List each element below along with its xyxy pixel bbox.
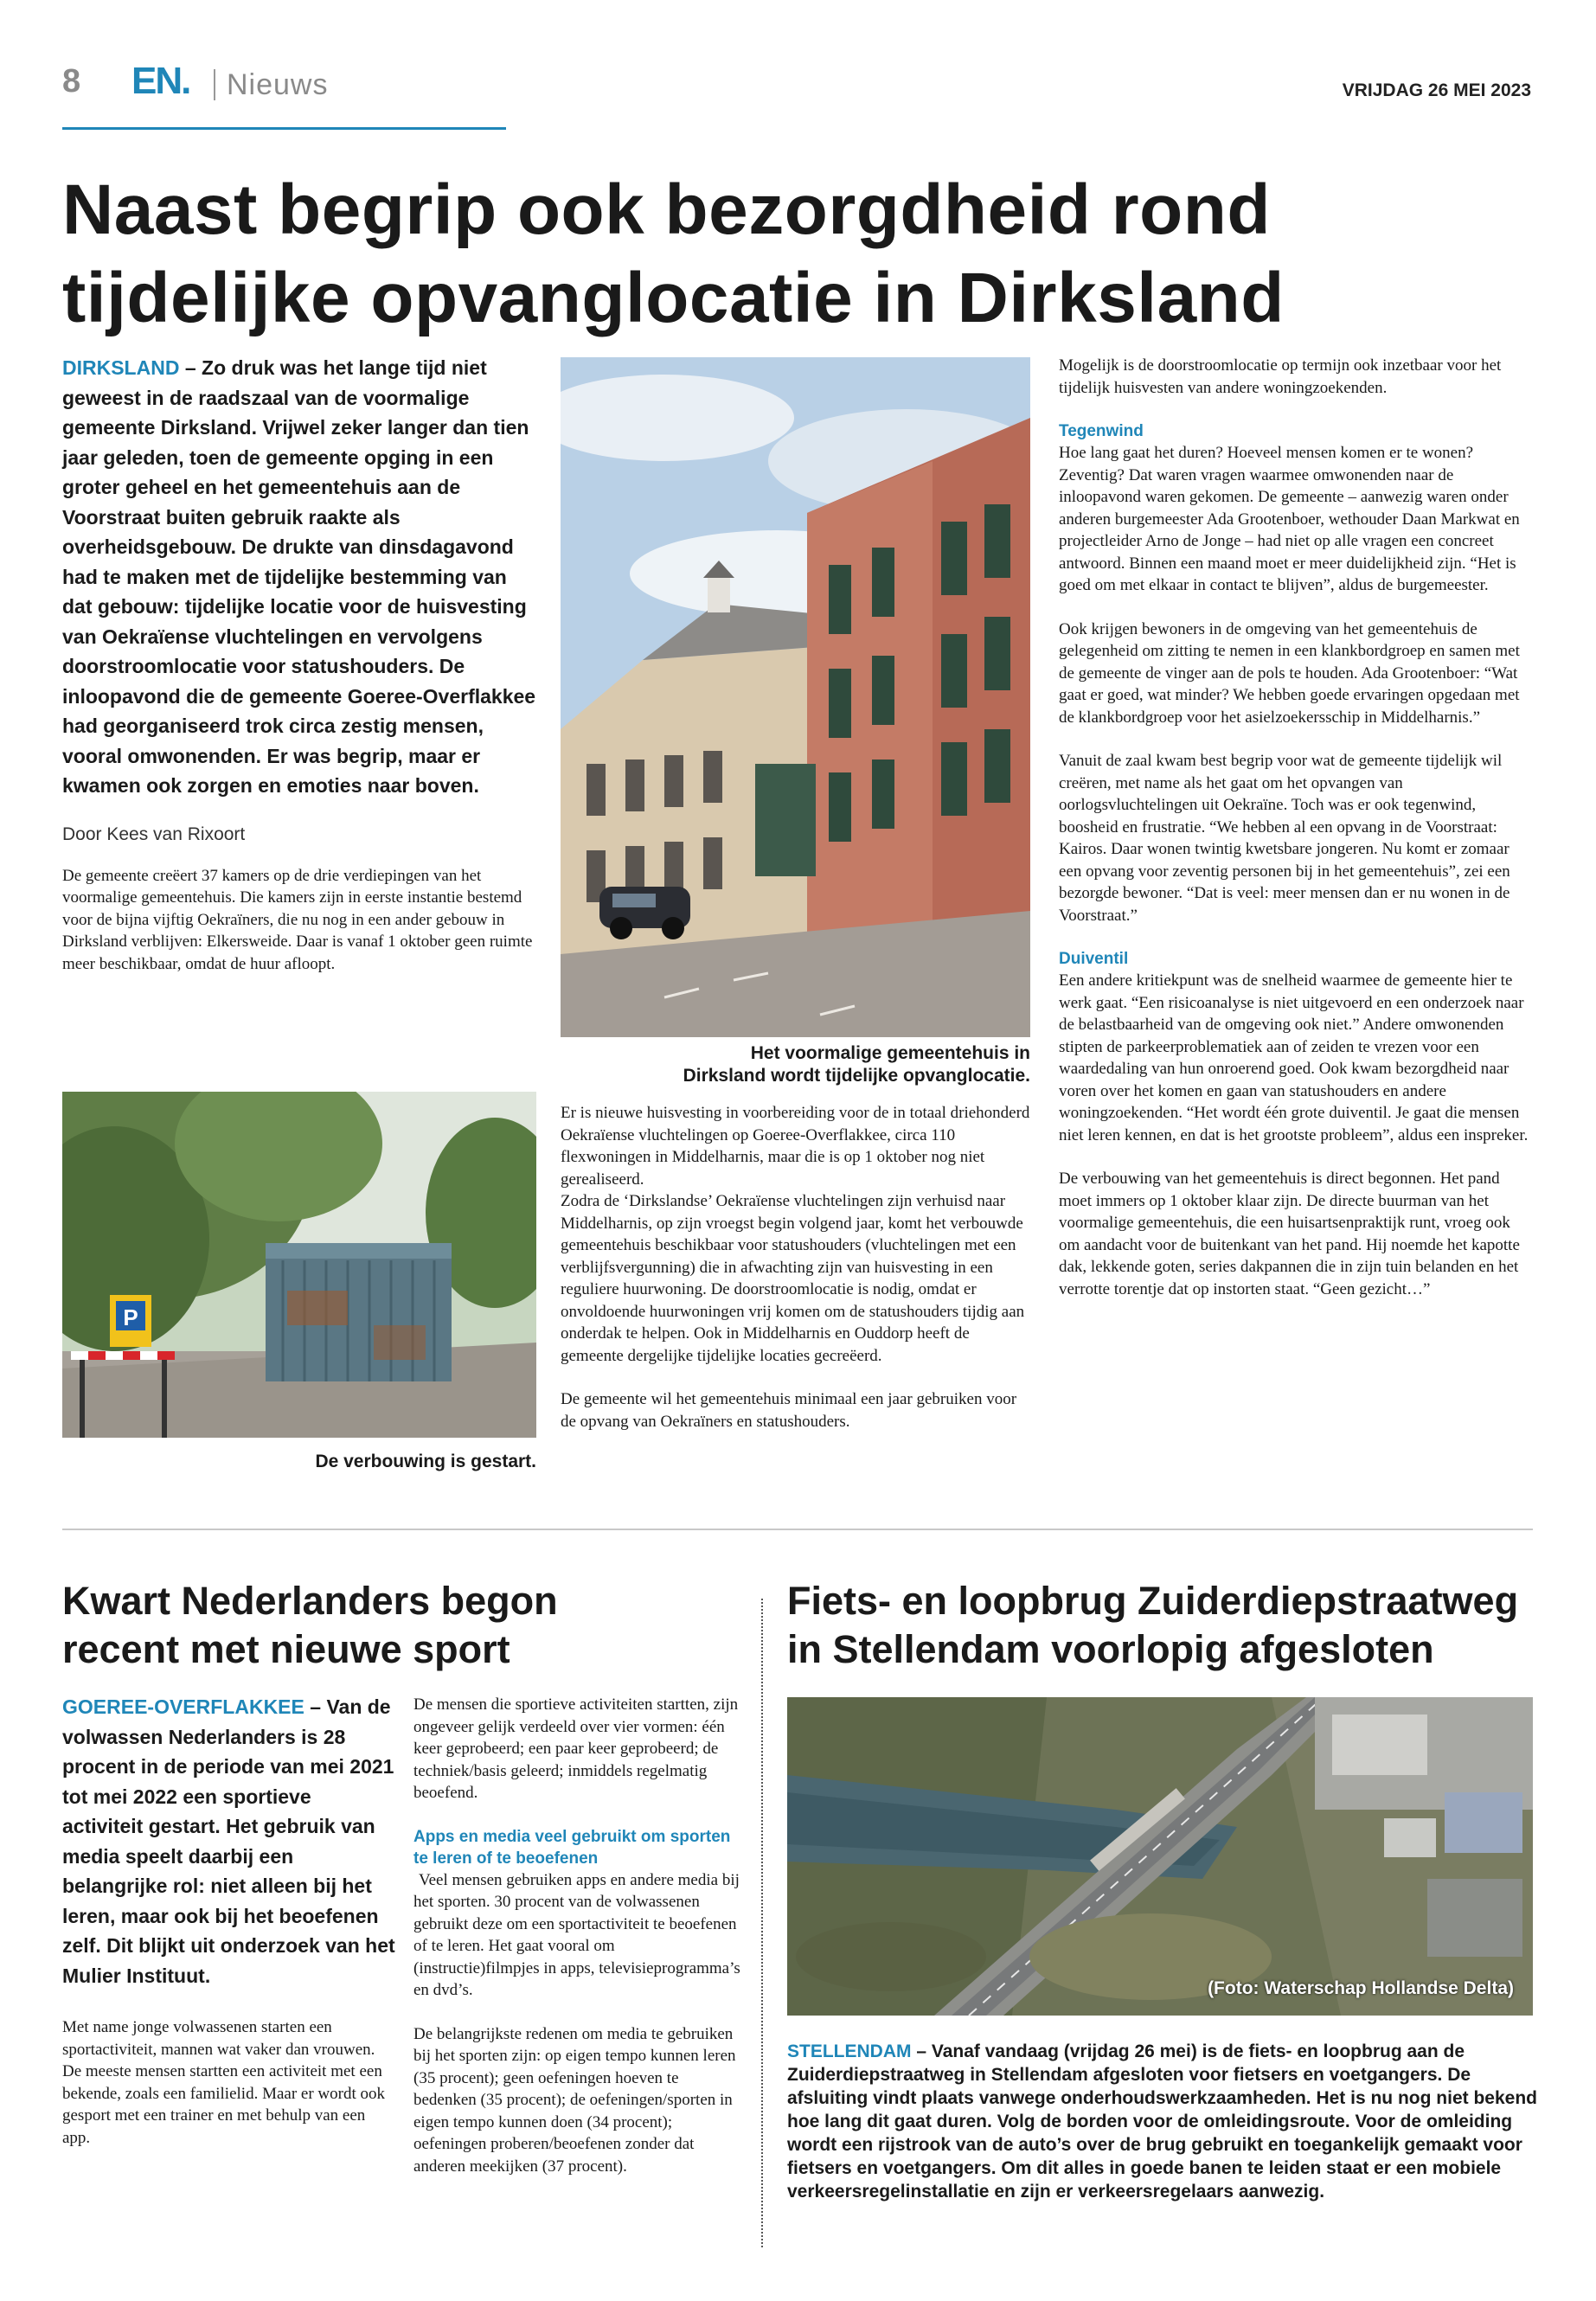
main-col3-p4: Vanuit de zaal kwam best begrip voor wat de gemeente tijdelijk wil creëren, met name als het gaat om het opvangen van oorlogsvluchtelingen uit Oekraïne. Toch was er ook tegenwind, boosheid en frustratie. “We hebben al een opvang in de Voorstraat: Kairos. Daar wonen twintig kwetsbare jongeren. Nu komt er zomaar een opvang voor zeventig personen bij in het gemeentehuis”, zei een bezorgde bewoner. “Dat is veel: meer mensen dan er nu wonen in de Voorstraat.”: [1059, 752, 1510, 925]
bridge-dateline: STELLENDAM: [787, 2041, 912, 2061]
bridge-headline: [787, 1577, 1540, 1674]
photo-town-hall-caption-line1: Het voormalige gemeentehuis in: [750, 1043, 1030, 1063]
header-divider: [214, 69, 215, 100]
byline: Door Kees van Rixoort: [62, 824, 246, 844]
bridge-headline-line1: Fiets- en loopbrug Zuiderdiepstraatweg: [787, 1579, 1519, 1623]
header-rule: [62, 127, 506, 130]
lead-dash: –: [916, 2041, 932, 2061]
main-column-2: [561, 1102, 1035, 1454]
bridge-lead: [787, 2040, 1540, 2203]
lead-dash: –: [310, 1695, 327, 1718]
main-headline-line1: Naast begrip ook bezorgdheid rond: [62, 170, 1271, 249]
main-headline: [62, 166, 1533, 343]
main-col1-body: De gemeente creëert 37 kamers op de drie verdiepingen van het voormalige gemeentehuis. Die kamers zijn in eerste instantie bestemd voor de bijna vijftig Oekraïners, die nu nog in een ander gebouw in Dirksland verblijven: Elkersweide. Daar is vanaf 1 oktober geen ruimte meer beschikbaar, omdat de huur afloopt.: [62, 866, 533, 973]
main-lead-text: Zo druk was het lange tijd niet geweest in de raadszaal van de voormalige gemeente Dirksland. Vrijwel zeker langer dan tien jaar geleden, toen de gemeente opging in een groter geheel en het gemeentehuis aan de Voorstraat buiten gebruik raakte als overheidsgebouw. De drukte van dinsdagavond had te maken met de tijdelijke bestemming van dat gebouw: tijdelijke locatie voor de huisvesting van Oekraïense vluchtelingen en vervolgens doorstroomlocatie voor statushouders. De inloopavond die de gemeente Goeree-Overflakkee had georganiseerd trok circa zestig mensen, vooral omwonenden. Er was begrip, maar er kwamen ook zorgen en emoties naar boven.: [62, 356, 536, 797]
main-col2-p2: Zodra de ‘Dirkslandse’ Oekraïense vluchtelingen zijn verhuisd naar Middelharnis, op zijn vroegst begin volgend jaar, komt het verbouwde gemeentehuis beschikbaar voor statushouders (vluchtelingen met een verblijfsvergunning) die in afwachting zijn van huisvesting in een reguliere huurwoning. De doorstroomlocatie is nodig, omdat er onvoldoende huurwoningen vrij komen om de statushouders tijdig aan onderdak te helpen. Ook in Middelharnis en Ouddorp heeft de gemeente dergelijke tijdelijke locaties gecreëerd.: [561, 1192, 1025, 1365]
photo-credit: (Foto: Waterschap Hollandse Delta): [1208, 1978, 1514, 1998]
sport-col2-p2: Veel mensen gebruiken apps en andere media bij het sporten. 30 procent van de volwassenen gebruikt deze om een sportactiviteit te beoefenen of te leren. Het gaat vooral om (instructie)filmpjes in apps, televisieprogramma’s en dvd’s.: [413, 1870, 740, 1999]
main-col3-p5: Een andere kritiekpunt was de snelheid waarmee de gemeente hier te werk gaat. “Een risicoanalyse is niet uitgevoerd en een onderzoek naar de belastbaarheid van de omgeving ook niet.” Andere omwonenden stipten de parkeerproblematiek aan of zeiden te vrezen voor een waardedaling van hun onroerend goed. Ook kwam bezorgdheid naar voren over het komen en gaan van statushouders en andere woningzoekenden. “Het wordt één grote duiventil. Je gaat die mensen niet leren kennen, en dat is het grootste probleem”, aldus een inspreker.: [1059, 971, 1529, 1144]
photo-container-construction: [62, 1092, 536, 1438]
sport-dateline: GOEREE-OVERFLAKKEE: [62, 1695, 304, 1718]
svg-text:P: P: [123, 1304, 138, 1330]
main-col3-p3: Ook krijgen bewoners in de omgeving van het gemeentehuis de gelegenheid om zitting te nemen in een klankbordgroep en samen met de gemeente de vinger aan de pols te houden. Ada Grootenboer: “Wat gaat er goed, wat minder? We hebben goede ervaringen opgedaan met de klankbordgroep voor het asielzoekersschip in Middelharnis.”: [1059, 619, 1520, 727]
main-col3-p2: Hoe lang gaat het duren? Hoeveel mensen komen er te wonen? Zeventig? Dat waren vragen waarmee omwonenden naar de inloopavond waren gekomen. De gemeente – aanwezig waren onder anderen burgemeester Ada Grootenboer, wethouder Daan Markwat en projectleider Arno de Jonge – had niet op alle vragen een concreet antwoord. Binnen een maand moet er meer duidelijkheid zijn. “Het is goed om met elkaar in contact te blijven”, aldus de burgemeester.: [1059, 444, 1520, 594]
main-lead: [62, 353, 536, 801]
sport-headline-line1: Kwart Nederlanders begon: [62, 1579, 558, 1623]
lead-dash: –: [184, 356, 202, 379]
logo: EN.: [131, 60, 190, 102]
main-column-3: [1059, 355, 1533, 1322]
page-number: 8: [62, 63, 81, 99]
subheading-apps-media: Apps en media veel gebruikt om sporten te leren of te beoefenen: [413, 1827, 731, 1868]
issue-date: VRIJDAG 26 MEI 2023: [1342, 80, 1531, 100]
section-divider: [62, 1529, 1533, 1530]
sport-column-1: [62, 1692, 395, 2149]
main-col2-p1: Er is nieuwe huisvesting in voorbereiding voor de in totaal driehonderd Oekraïense vluchtelingen op Goeree-Overflakkee, circa 110 flexwoningen in Middelharnis, maar die is op 1 oktober nog niet gerealiseerd.: [561, 1104, 1030, 1189]
main-col2-p3: De gemeente wil het gemeentehuis minimaal een jaar gebruiken voor de opvang van Oekraïners en statushouders.: [561, 1390, 1017, 1431]
main-col3-p6: De verbouwing van het gemeentehuis is direct begonnen. Het pand moet immers op 1 oktober klaar zijn. De directe buurman van het voormalige gemeentehuis, die een huisartsenpraktijk runt, vroeg ook om aandacht voor de buitenkant van het pand. Hij noemde het kapotte dak, lekkende goten, series dakpannen die in zijn tuin belanden en het verrotte torentje dat op instorten staat. “Geen gezicht…”: [1059, 1170, 1520, 1298]
photo-town-hall: [561, 357, 1030, 1037]
sport-lead: [62, 1692, 395, 1990]
photo-town-hall-caption: [561, 1042, 1030, 1087]
photo-container-image: [62, 1092, 536, 1438]
photo-bridge-aerial-image: [787, 1697, 1533, 2016]
photo-town-hall-caption-line2: Dirksland wordt tijdelijke opvanglocatie.: [683, 1066, 1030, 1086]
sport-col2-p1: De mensen die sportieve activiteiten startten, zijn ongeveer gelijk verdeeld over vier vormen: één keer geprobeerd; een paar keer geprobeerd; de techniek/basis geleerd; inmiddels regelmatig beoefend.: [413, 1695, 739, 1802]
sport-column-2: [413, 1694, 742, 2199]
column-separator: [761, 1599, 763, 2247]
photo-bridge-aerial: [787, 1697, 1533, 2016]
sport-col2-p3: De belangrijkste redenen om media te gebruiken bij het sporten zijn: op eigen tempo kunnen leren (35 procent); geen oefeningen hoeven te bedenken (35 procent); de oefeningen/sporten in eigen tempo kunnen doen (34 procent); oefeningen proberen/beoefenen zonder dat anderen meekijken (37 procent).: [413, 2024, 736, 2176]
sport-lead-text: Van de volwassen Nederlanders is 28 procent in de periode van mei 2021 tot mei 2022 een sportieve activiteit gestart. Het gebruik van media speelt daarbij een belangrijke rol: niet alleen bij het leren, maar ook bij het beoefenen zelf. Dit blijkt uit onderzoek van het Mulier Instituut.: [62, 1695, 395, 1987]
photo-container-caption: De verbouwing is gestart.: [315, 1452, 536, 1471]
main-col3-p1: Mogelijk is de doorstroomlocatie op termijn ook inzetbaar voor het tijdelijk huisvesten van andere woningzoekenden.: [1059, 356, 1502, 397]
bridge-headline-line2: in Stellendam voorlopig afgesloten: [787, 1627, 1434, 1671]
sport-headline: [62, 1577, 754, 1674]
main-headline-line2: tijdelijke opvanglocatie in Dirksland: [62, 259, 1285, 337]
subheading-duiventil: Duiventil: [1059, 950, 1129, 968]
subheading-tegenwind: Tegenwind: [1059, 422, 1144, 440]
main-dateline: DIRKSLAND: [62, 356, 180, 379]
photo-town-hall-image: [561, 357, 1030, 1037]
sport-headline-line2: recent met nieuwe sport: [62, 1627, 510, 1671]
section-label: Nieuws: [227, 68, 329, 101]
sport-col1-body: Met name jonge volwassenen starten een sportactiviteit, mannen wat vaker dan vrouwen. De meeste mensen startten een activiteit met een bekende, zoals een familielid. Maar er wordt ook gesport met een trainer en met behulp van een app.: [62, 2018, 385, 2147]
main-column-1: [62, 353, 536, 975]
bridge-lead-text: Vanaf vandaag (vrijdag 26 mei) is de fiets- en loopbrug aan de Zuiderdiepstraatweg in Stellendam afgesloten voor fietsers en voetgangers. De afsluiting vindt plaats vanwege onderhoudswerkzaamheden. Het is nu nog niet bekend hoe lang dit gaat duren. Volg de borden voor de omleidingsroute. Voor de omleiding wordt een rijstrook van de auto’s over de brug gebruikt en toegankelijk gemaakt voor fietsers en voetgangers. Om dit alles in goede banen te leiden staat er een mobiele verkeersregelinstallatie en zijn er verkeersregelaars aanwezig.: [787, 2041, 1537, 2202]
